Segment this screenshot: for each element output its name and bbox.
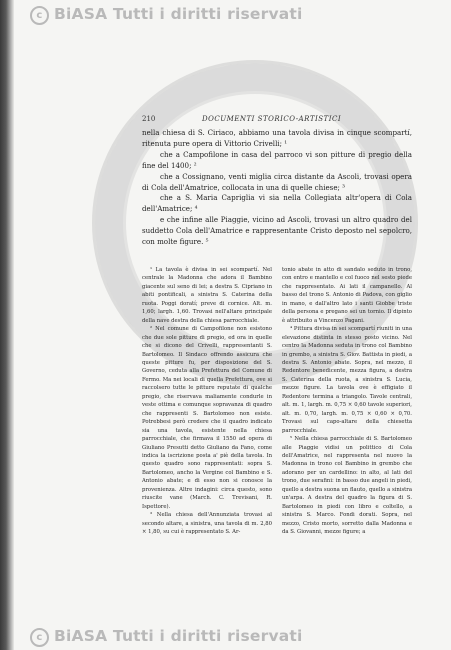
body-paragraph: nella chiesa di S. Ciriaco, abbiamo una tavola divisa in cinque scompartí, ritenuta pure opera di Vittorio Crivelli; ¹ xyxy=(142,128,412,148)
copyright-icon: c xyxy=(30,6,49,25)
page-sheet xyxy=(14,0,451,650)
footnote: ² Nel comune di Campofilone non esistono che due sole pitture di pregio, ed ora in quelle che si dicono del Crivelli, rappresentanti S. Bartolomeo. Il Sindaco offrendo assicura che queste pitture fu, per disposizione del S. Governo, ceduta alla Prefettura del Comune di Fermo. Ma nei locali di quella Prefettura, ove si raccolsero tutte le pitture reputate di qualche pregio, che riservava maliamente condurle in veste ottima e comunque sopravanza di quadro che rappresenti S. Bartolomeo non esiste. Potrebbesi però credere che il quadro indicato sia una tavola, esistente nella chiesa parrocchiale, che firmava il 1550 ad opera di Giuliano Presutti detto Giuliano da Fano, come indica la iscrizione posta a' piè della tavola. In questo quadro sono rappresentati: sopra S. Bartolomeo, ancho la Vergine col Bambino e S. Antonio abate; e di esso non si conosce la provenienza. Altre indagini: circa questo, sono riuscite vane (March. C. Trevisani, R. Ispettore). xyxy=(142,326,272,510)
footnote: ⁴ Pittura divisa in sei scompartí riuniti in una elevazione distinta in stesso posto vicino. Nel centro la Madonna seduta in trono col Bambino in grembo, a sinistra S. Giov. Battista in piedi, a destra S. Antonio abate. Sopra, nel mezzo, il Redentore benedicente, mezza figura, a destra S. Caterina della ruota, a sinistra S. Lucia, mezze figure. La tavola ove è effigiato il Redentore termina a triangolo. Tavole centrali, alt. m. 1, largh. m. 0,75 × 0,60 tavole superiori, alt. m. 0,70, largh. m. 0,75 × 0,60 × 0,70. Trovasi sul capo-altare della chiesetta parrocchiale. xyxy=(282,326,412,434)
copyright-icon: c xyxy=(30,628,49,647)
body-paragraph: che a Cossignano, venti miglia circa distante da Ascoli, trovasi opera di Cola dell'Amatrice, collocata in una di quelle chiese; ³ xyxy=(142,171,412,192)
footnote: ¹ La tavola è divisa in sei scompartí. Nel centrale la Madonna che adora il Bambino giacente sul seno di lei; a destra S. Cipriano in abiti pontificali, a sinistra S. Caterina della ruota. Poggi doratí; preve di cornice. Alt. m. 1,60; largh. 1,60. Trovasi nell'altare principale della nave destra della chiesa parrocchiale. xyxy=(142,267,272,324)
body-paragraph: che a Campofilone in casa del parroco vi son pitture di pregio della fine del 1400; ² xyxy=(142,149,412,170)
footnotes-right-column xyxy=(282,266,412,537)
copyright-watermark-bottom xyxy=(30,627,450,647)
footnotes-left-column xyxy=(142,266,272,537)
watermark-text-top: BiASA Tutti i diritti riservati xyxy=(54,5,303,23)
footnote: ³ Nella chiesa dell'Annunziata trovasi al secondo altare, a sinistra, una tavola di m. 2,80 × 1,80, su cui è rappresentato S. Ar- xyxy=(142,512,272,536)
footnote: tonio abate in atto di sandalo seduto in trono, con entro e mantello e col fuoco nel sesto piede che rappresentato. Ai lati il campanello. Al basso del trono S. Antonio di Padova, con giglio in mano, e dall'altro lato i santi Giobbe triste della persona e pregano sei un tornio. Il dipinto è attribuito a Vincenzo Pagani. xyxy=(282,267,412,324)
copyright-watermark-top xyxy=(30,5,450,25)
main-text xyxy=(142,128,412,248)
body-paragraph: e che infine alle Piaggie, vicino ad Ascoli, trovasi un altro quadro del suddetto Cola dell'Amatrice e rappresentante Cristo deposto nel sepolcro, con molte figure. ⁵ xyxy=(142,215,412,247)
body-paragraph: che a S. Maria Capriglia vi sia nella Collegiata altr'opera di Cola dell'Amatrice; ⁴ xyxy=(142,193,412,214)
watermark-text-bottom: BiASA Tutti i diritti riservati xyxy=(54,627,303,645)
footnote: ⁵ Nella chiesa parrocchiale di S. Bartolomeo alle Piaggie vidisi un polittico di Cola dell'Amatrice, nel rappresenta nel nuovo la Madonna in trono col Bambino in grembo che adorano per un cardellino: in alto, al lati del trono, due serafini: in basso due angeli in piedi, quello a destra suona un flauto, quello a sinistra un'arpa. A destra del quadro la figura di S. Bartolomeo in piedi con libro e coltello, a sinistra S. Marco. Fondi dorati. Sopra, nel mezzo, Cristo morto, sorretto dalla Madonna e da S. Giovanni, mezze figure; a xyxy=(282,436,412,536)
page-number: 210 xyxy=(142,115,156,123)
running-title: DOCUMENTI STORICO-ARTISTICI xyxy=(202,115,342,123)
